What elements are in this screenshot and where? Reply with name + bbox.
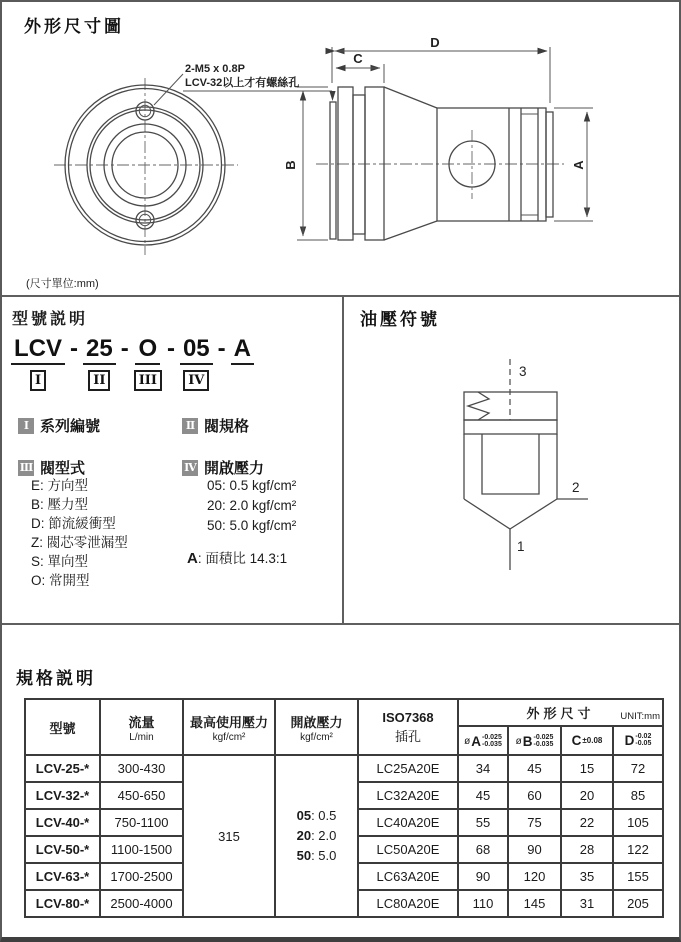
cell-model: LCV-80-*: [25, 890, 100, 917]
opening-rest: : 2.0: [311, 828, 337, 843]
model-segment: [134, 336, 162, 391]
legend-valve-type: [18, 457, 85, 478]
cell-dim-a: 110: [458, 890, 508, 917]
model-separator: -: [166, 335, 175, 362]
cell-dim-a: 34: [458, 755, 508, 782]
valve-type-list: [31, 476, 128, 590]
col-header-max-pressure: [183, 699, 275, 755]
valve-type-item: Z: 閥芯零泄漏型: [31, 535, 128, 550]
flow-label: 流量: [128, 714, 155, 730]
col-header-iso: [358, 699, 458, 755]
opening-code: 05: [296, 808, 312, 823]
max-pressure-label: 最高使用壓力: [189, 714, 268, 730]
symbol-section-title: 油壓符號: [360, 310, 440, 329]
dim-label-d: D: [430, 35, 440, 50]
cell-flow: 1100-1500: [100, 836, 183, 863]
cell-dim-b: 90: [508, 836, 561, 863]
model-segment: [83, 336, 116, 391]
cell-flow: 450-650: [100, 782, 183, 809]
dim-a-tol-bottom: -0.035: [482, 741, 502, 749]
cell-dim-d: 205: [613, 890, 663, 917]
iso-label-line1: ISO7368: [382, 709, 434, 725]
cell-model: LCV-25-*: [25, 755, 100, 782]
thread-annotation-line2: LCV-32以上才有螺絲孔: [185, 77, 300, 89]
cell-dim-c: 22: [561, 809, 613, 836]
cell-dim-d: 85: [613, 782, 663, 809]
model-segment: [11, 336, 65, 391]
opening-value: [276, 826, 357, 846]
cell-dim-c: 35: [561, 863, 613, 890]
cell-flow: 300-430: [100, 755, 183, 782]
outline-drawing: [2, 2, 681, 295]
cell-dim-c: 20: [561, 782, 613, 809]
cell-iso: LC80A20E: [358, 890, 458, 917]
cell-dim-a: 90: [458, 863, 508, 890]
iso-label-line2: 插孔: [394, 728, 421, 744]
numeral-badge-3: III: [19, 461, 33, 474]
numeral-box-2: II: [88, 370, 110, 391]
cell-model: LCV-32-*: [25, 782, 100, 809]
valve-type-item: E: 方向型: [31, 478, 89, 493]
max-pressure-unit: kgf/cm²: [212, 731, 246, 743]
dim-c-tol: ±0.08: [582, 735, 603, 745]
col-header-outline-dims: [458, 699, 663, 726]
cell-iso: LC50A20E: [358, 836, 458, 863]
legend-valve-spec-label: 閥規格: [204, 418, 250, 435]
cell-dim-b: 120: [508, 863, 561, 890]
opening-rest: : 0.5: [311, 808, 337, 823]
outline-dims-unit: UNIT:mm: [620, 710, 660, 722]
opening-unit: kgf/cm²: [300, 731, 333, 743]
dim-b-letter: B: [522, 733, 533, 749]
cell-dim-d: 155: [613, 863, 663, 890]
cell-dim-b: 45: [508, 755, 561, 782]
valve-type-item: D: 節流緩衝型: [31, 516, 116, 531]
outline-dims-label: 外形尺寸: [526, 705, 595, 721]
cell-iso: LC40A20E: [358, 809, 458, 836]
col-header-model: 型號: [25, 699, 100, 755]
area-ratio-text: : 面積比 14.3:1: [197, 551, 288, 566]
opening-pressure-item: 20: 2.0 kgf/cm²: [207, 498, 297, 513]
cell-opening-pressures: [275, 755, 358, 917]
cell-dim-c: 28: [561, 836, 613, 863]
legend-opening-pressure: [182, 457, 264, 478]
side-view: [316, 87, 564, 240]
model-segment: [180, 336, 213, 391]
valve-type-item: B: 壓力型: [31, 497, 89, 512]
cell-model: LCV-50-*: [25, 836, 100, 863]
model-segment-text: 25: [83, 336, 116, 365]
outline-section-title: 外形尺寸圖: [24, 17, 124, 36]
model-segment-text: LCV: [11, 336, 65, 365]
numeral-box-3: III: [134, 370, 162, 391]
port-label-3: 3: [519, 364, 527, 379]
cell-flow: 2500-4000: [100, 890, 183, 917]
port-label-2: 2: [572, 480, 580, 495]
hydraulic-symbol: [342, 295, 681, 622]
col-header-dia-b: [508, 726, 561, 755]
flow-unit: L/min: [129, 731, 154, 743]
cell-model: LCV-63-*: [25, 863, 100, 890]
opening-label: 開啟壓力: [290, 714, 343, 730]
numeral-badge-2: II: [182, 418, 198, 434]
legend-opening-pressure-label: 開啟壓力: [204, 460, 265, 477]
cell-iso: LC25A20E: [358, 755, 458, 782]
col-header-opening: [275, 699, 358, 755]
model-segment-text: 05: [180, 336, 213, 365]
cell-dim-d: 72: [613, 755, 663, 782]
area-ratio-code: A: [187, 550, 198, 567]
model-section-title: 型號説明: [12, 311, 89, 328]
col-header-c: [561, 726, 613, 755]
cell-dim-c: 15: [561, 755, 613, 782]
numeral-badge-4: IV: [182, 460, 198, 476]
dim-b-tol-top: -0.025: [533, 733, 554, 741]
port-label-1: 1: [517, 539, 525, 554]
diameter-symbol: ø: [464, 735, 471, 747]
cell-iso: LC32A20E: [358, 782, 458, 809]
cell-dim-a: 55: [458, 809, 508, 836]
cell-dim-c: 31: [561, 890, 613, 917]
cell-flow: 1700-2500: [100, 863, 183, 890]
model-separator: -: [70, 335, 78, 362]
valve-type-item: O: 常開型: [31, 573, 90, 588]
legend-valve-spec: [182, 415, 249, 436]
opening-value: [276, 806, 357, 826]
cell-max-pressure: 315: [183, 755, 275, 917]
dim-d-tol-top: -0.02: [635, 732, 652, 740]
model-separator: -: [217, 335, 226, 362]
legend-series: [18, 415, 100, 436]
unit-note: (尺寸單位:mm): [26, 278, 99, 290]
dim-c-letter: C: [571, 732, 582, 748]
model-separator: -: [120, 335, 129, 362]
table-row: [25, 755, 663, 782]
cell-dim-a: 68: [458, 836, 508, 863]
cell-dim-b: 75: [508, 809, 561, 836]
opening-pressure-item: 05: 0.5 kgf/cm²: [207, 478, 297, 493]
cell-model: LCV-40-*: [25, 809, 100, 836]
numeral-box-1: I: [30, 370, 46, 391]
spec-section-title: 規格説明: [16, 669, 96, 688]
numeral-badge-1: I: [18, 418, 34, 434]
model-segment-text: O: [135, 336, 160, 365]
dim-label-c: C: [353, 51, 363, 66]
thread-annotation: [185, 62, 299, 90]
model-segment-text: A: [231, 336, 254, 365]
legend-series-label: 系列編號: [40, 418, 101, 435]
dim-a-tol-top: -0.025: [482, 733, 502, 741]
col-header-d: [613, 726, 663, 755]
cell-flow: 750-1100: [100, 809, 183, 836]
cell-dim-d: 105: [613, 809, 663, 836]
cell-dim-d: 122: [613, 836, 663, 863]
opening-pressure-item: 50: 5.0 kgf/cm²: [207, 518, 297, 533]
model-number: [11, 336, 254, 391]
numeral-box-4: IV: [183, 370, 209, 391]
dim-d-tol-bottom: -0.05: [635, 740, 652, 748]
dim-label-b: B: [283, 160, 298, 170]
cell-dim-b: 60: [508, 782, 561, 809]
diameter-symbol: ø: [515, 735, 522, 747]
opening-pressure-list: [207, 476, 296, 536]
cell-dim-a: 45: [458, 782, 508, 809]
area-ratio: [187, 547, 287, 567]
thread-annotation-line1: 2-M5 x 0.8P: [185, 63, 245, 75]
opening-rest: : 5.0: [311, 848, 337, 863]
leader-arrow: [329, 91, 335, 101]
spring-symbol: [468, 392, 489, 420]
opening-value: [276, 846, 357, 866]
dim-label-a: A: [571, 160, 586, 170]
legend-valve-type-label: 閥型式: [40, 460, 86, 477]
cell-iso: LC63A20E: [358, 863, 458, 890]
opening-code: 50: [296, 848, 312, 863]
opening-code: 20: [296, 828, 312, 843]
col-header-flow: [100, 699, 183, 755]
dim-a-letter: A: [471, 733, 481, 749]
valve-type-item: S: 單向型: [31, 554, 89, 569]
dim-d-letter: D: [624, 732, 635, 748]
section-divider-bottom: [2, 623, 679, 625]
model-segment: [231, 336, 254, 387]
col-header-dia-a: [458, 726, 508, 755]
dim-b-tol-bottom: -0.035: [533, 741, 554, 749]
cell-dim-b: 145: [508, 890, 561, 917]
spec-table: [24, 698, 664, 918]
